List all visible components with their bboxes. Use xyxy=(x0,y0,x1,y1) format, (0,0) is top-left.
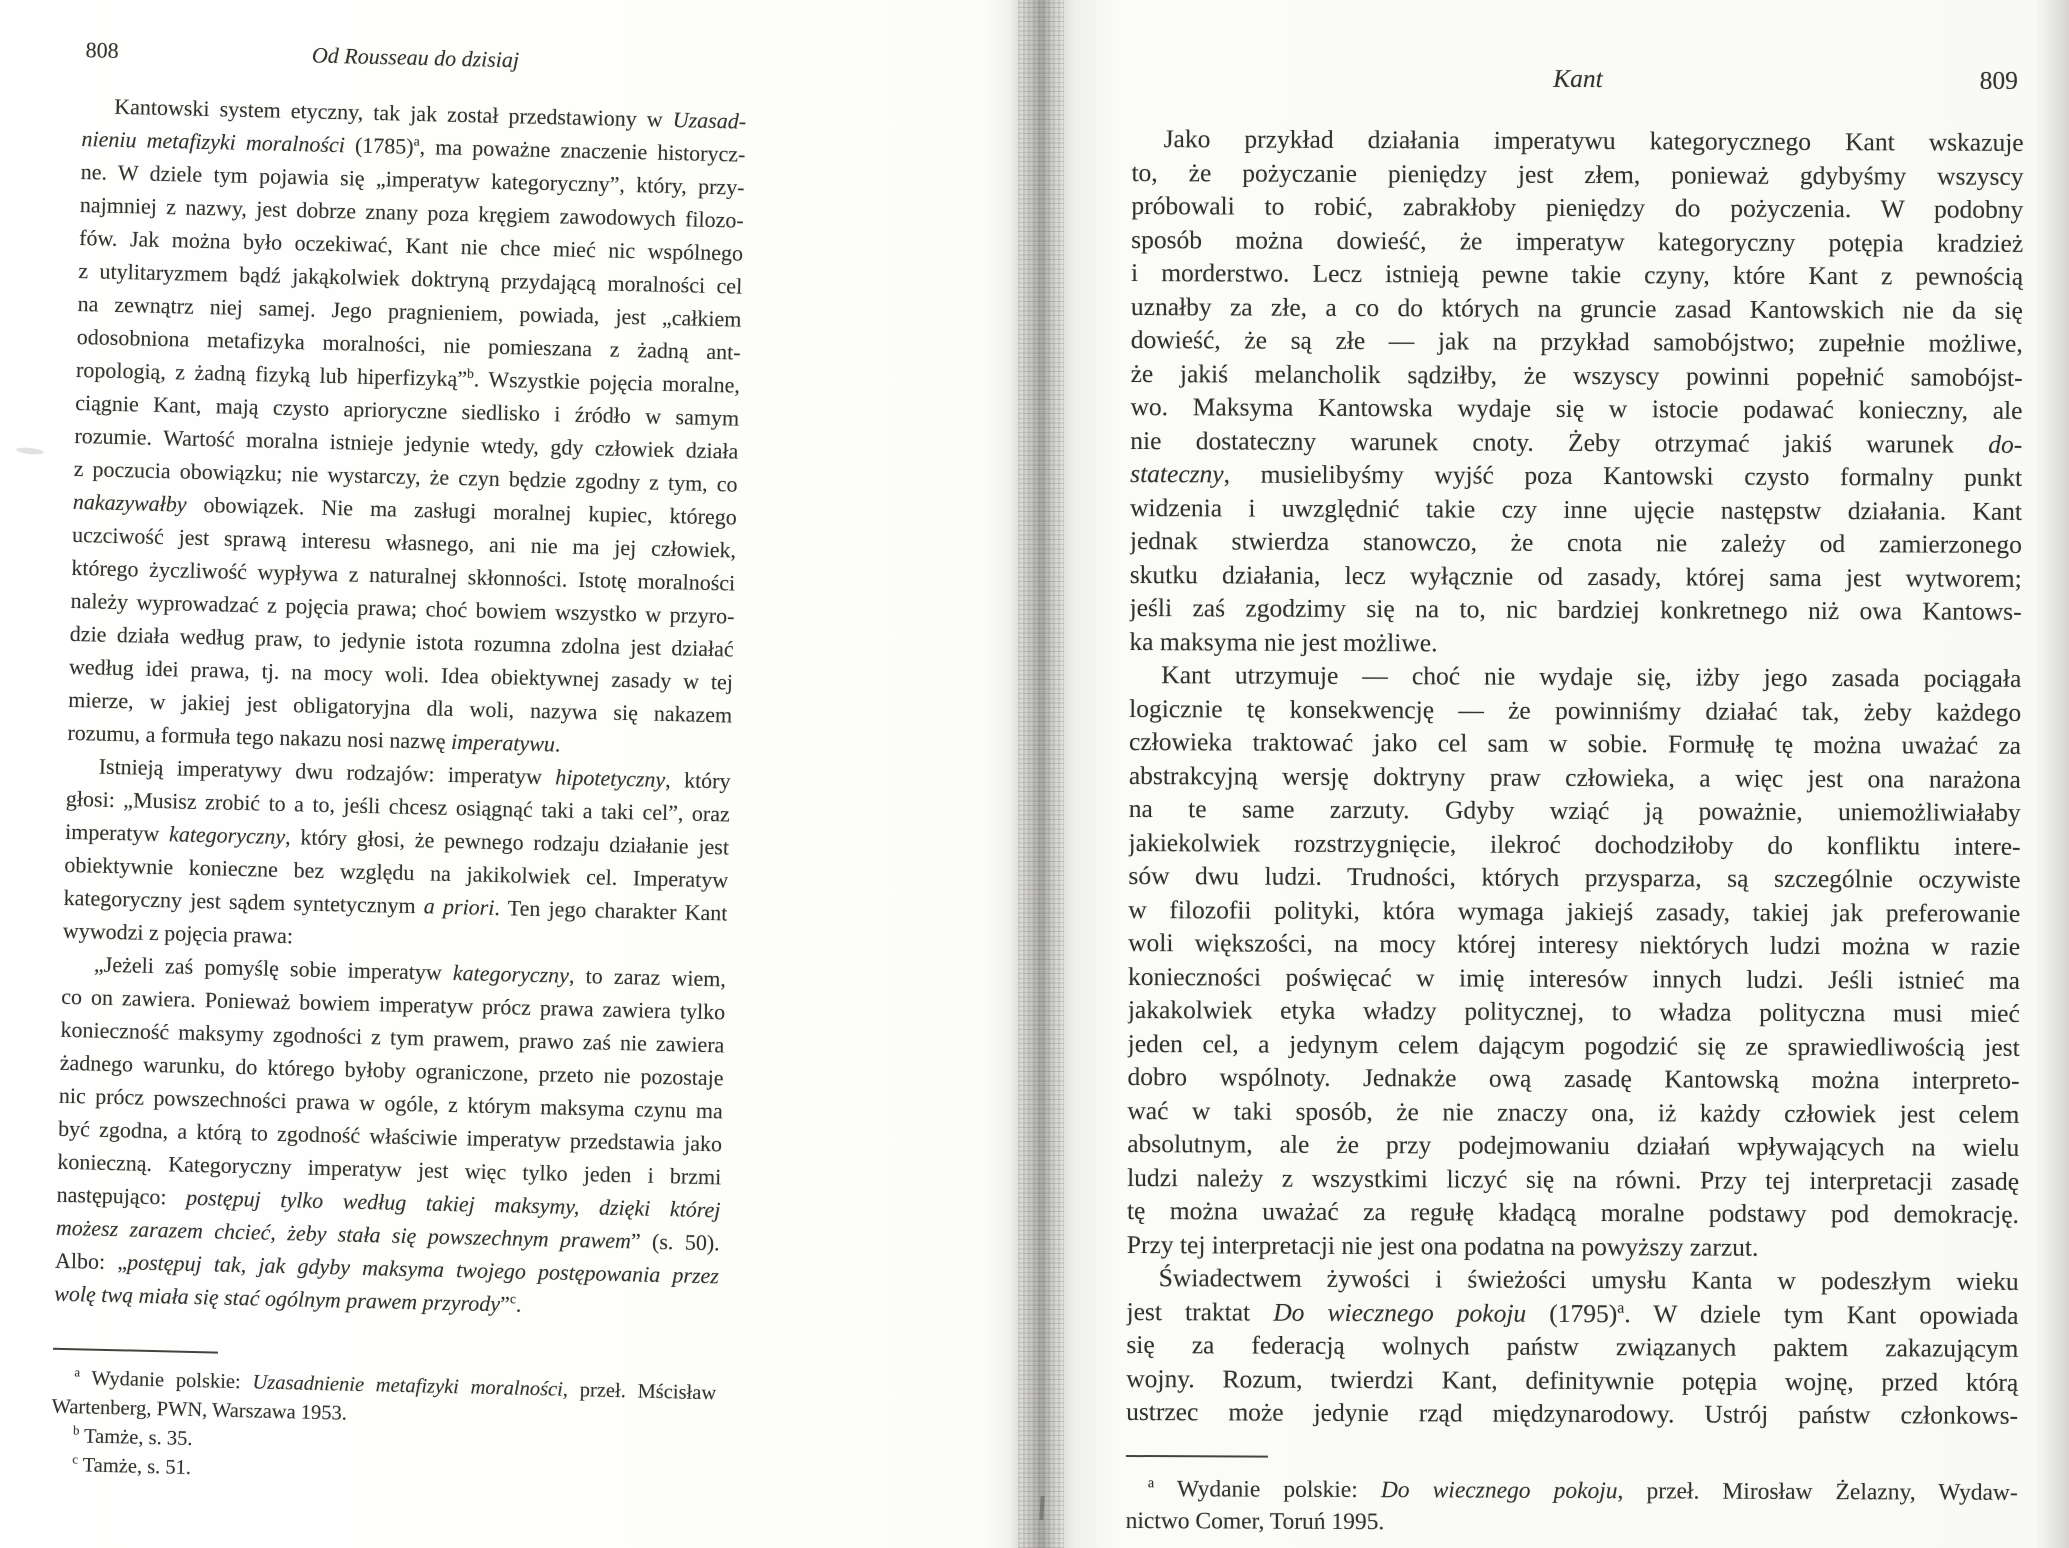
text-line: żadnego warunku, do którego byłoby ograniczone, przeto nie pozostaje xyxy=(59,1049,724,1091)
text-line: wojny. Rozum, twierdzi Kant, definitywnie potępia wojnę, przed którą xyxy=(1126,1363,2019,1397)
text-line: możesz zarazem chcieć, żeby stała się powszechnym prawem” (s. 50). xyxy=(55,1214,720,1256)
gutter-speckle-texture xyxy=(1018,0,1064,1548)
text-line: ne. W dziele tym pojawia się „imperatyw kategoryczny”, który, przy- xyxy=(80,159,745,200)
text-line: ludzi należy z wszystkimi liczyć się na równi. Przy tej interpretacji zasadę xyxy=(1127,1162,2020,1196)
text-line: jeden cel, a jedynym celem dającym pogodzić się ze sprawiedliwością jest xyxy=(1127,1028,2020,1062)
text-line: $^a$ Wydanie polskie: Uzasadnienie metafizyki moralności, przeł. Mścisław xyxy=(74,1365,717,1405)
right-page-header xyxy=(1132,60,2024,100)
text-line: nictwo Comer, Toruń 1995. xyxy=(1125,1507,1385,1535)
text-line: absolutnym, ale że przy podejmowaniu działań wpływających na wielu xyxy=(1127,1128,2020,1162)
text-line: ustrzec może jedynie rząd międzynarodowy. Ustrój państw członkows- xyxy=(1126,1396,2019,1430)
text-line: rozumie. Wartość moralna istnieje jedynie wtedy, gdy człowiek działa xyxy=(74,422,739,464)
text-line: człowieka traktować jako cel sam w sobie. Formułę tę można uważać za xyxy=(1128,726,2022,760)
text-line: sów dwu ludzi. Trudności, których przysparza, są szczególnie oczywiste xyxy=(1128,860,2021,894)
text-line: wywodzi z pojęcia prawa: xyxy=(62,917,294,949)
text-line: konieczności poświęcać w imię interesów innych ludzi. Jeśli istnieć ma xyxy=(1127,961,2021,995)
text-line: Świadectwem żywości i świeżości umysłu Kanta w podeszłym wieku xyxy=(1158,1263,2019,1296)
text-line: że jakiś melancholik sądziłby, że wszyscy powinni popełnić samobójst- xyxy=(1130,358,2023,392)
text-line: próbowali to robić, zabrakłoby pieniędzy do pożyczenia. W podobny xyxy=(1131,190,2024,224)
text-line: na zewnątrz niej samej. Jego pragnieniem, powiada, jest „całkiem xyxy=(77,290,742,332)
text-line: imperatyw kategoryczny, który głosi, że pewnego rodzaju działanie jest xyxy=(64,818,730,860)
text-line: ka maksyma nie jest możliwe. xyxy=(1129,626,1438,657)
text-line: konieczną. Kategoryczny imperatyw jest więc tylko jeden i brzmi xyxy=(57,1148,722,1190)
text-line: Jako przykład działania imperatywu kategorycznego Kant wskazuje xyxy=(1163,124,2024,157)
right-body xyxy=(1126,122,2024,1432)
right-footnote-separator xyxy=(1126,1454,1268,1457)
text-line: wolę twą miała się stać ogólnym prawem przyrody”$^c$. xyxy=(54,1280,522,1317)
text-line: według idei prawa, tj. na mocy woli. Idea obiektywnej zasady w tej xyxy=(68,653,734,695)
gutter-shadow xyxy=(980,0,1120,1548)
text-line: i morderstwo. Lecz istnieją pewne takie czyny, które Kant z pewnością xyxy=(1131,257,2024,291)
text-line: w filozofii polityki, która wymaga jakiejś zasady, takiej jak preferowanie xyxy=(1128,894,2021,928)
text-line: dzie działa według praw, to jedynie istota rozumna zdolna jest działać xyxy=(69,620,734,662)
text-line: na te same zarzuty. Gdyby wziąć ją poważnie, uniemożliwiałaby xyxy=(1128,793,2021,827)
text-line: kategoryczny jest sądem syntetycznym a priori. Ten jego charakter Kant xyxy=(63,884,728,926)
text-line: jest traktat Do wiecznego pokoju $(1795)^a$. W dziele tym Kant opowiada xyxy=(1126,1296,2019,1330)
text-line: $^b$ Tamże, s. 35. xyxy=(72,1423,193,1451)
text-line: to, że pożyczanie pieniędzy jest złem, ponieważ gdybyśmy wszyscy xyxy=(1131,157,2024,191)
text-line: ropologią, z żadną fizyką lub hiperfizyką”$^b$. Wszystkie pojęcia moralne, xyxy=(75,356,741,398)
paper-smudge xyxy=(16,447,44,456)
page-number-left: 808 xyxy=(85,37,119,63)
text-line: abstrakcyjną wersję doktryny praw człowieka, a więc jest ona narażona xyxy=(1128,760,2021,794)
running-head-right: Kant xyxy=(1553,63,1603,94)
text-line: nic prócz powszechności prawa w ogóle, z którym maksyma czynu ma xyxy=(58,1082,724,1124)
right-footnotes xyxy=(1126,1472,2018,1540)
text-line: głosi: „Musisz zrobić to a to, jeśli chcesz osiągnąć taki a taki cel”, oraz xyxy=(65,785,731,827)
text-line: uczciwość jest sprawą interesu własnego, ani nie ma jej człowiek, xyxy=(71,521,737,563)
page-edge-shade xyxy=(2035,0,2069,1548)
text-line: należy wyprowadzać z pojęcia prawa; choć bowiem wszystko w przyro- xyxy=(70,587,735,629)
text-line: Istnieją imperatywy dwu rodzajów: imperatyw hipotetyczny, który xyxy=(98,753,731,794)
text-line: wo. Maksyma Kantowska wydaje się w istocie podawać konieczny, ale xyxy=(1130,391,2023,425)
text-line: obiektywnie konieczne bez względu na jakikolwiek cel. Imperatyw xyxy=(64,851,729,893)
text-line: Kant utrzymuje — choć nie wydaje się, iżby jego zasada pociągała xyxy=(1161,660,2022,693)
left-footnote-separator xyxy=(53,1348,218,1354)
text-line: mierze, w jakiej jest obligatoryjna dla woli, nazywa się nakazem xyxy=(68,686,733,728)
text-line: $^a$ Wydanie polskie: Do wiecznego pokoju, przeł. Mirosław Żelazny, Wydaw- xyxy=(1147,1474,2018,1506)
right-page xyxy=(1126,60,2024,1540)
text-line: dobro wspólnoty. Jednakże ową zasadę Kantowską można interpreto- xyxy=(1127,1061,2020,1095)
text-line: się za federacją wolnych państw związanych paktem zakazującym xyxy=(1126,1329,2019,1363)
text-line: „Jeżeli zaś pomyślę sobie imperatyw kategoryczny, to zaraz wiem, xyxy=(93,951,727,992)
text-line: jeśli zaś zgodzimy się na to, nic bardziej konkretnego niż owa Kantows- xyxy=(1129,592,2022,626)
text-line: jakakolwiek etyka władzy politycznej, to władza polityczna musi mieć xyxy=(1127,994,2020,1028)
text-line: wać w taki sposób, że nie znaczy ona, iż każdy człowiek jest celem xyxy=(1127,1095,2020,1129)
text-line: uznałby za złe, a co do których na gruncie zasad Kantowskich nie da się xyxy=(1130,291,2023,325)
left-page-header xyxy=(83,33,748,85)
text-line: Kantowski system etyczny, tak jak został przedstawiony w Uzasad- xyxy=(113,93,747,134)
text-line: jakiekolwiek rozstrzygnięcie, ilekroć dochodziłoby do konfliktu intere- xyxy=(1128,827,2021,861)
text-line: woli większości, na mocy której interesy niektórych ludzi można w razie xyxy=(1128,927,2021,961)
left-page xyxy=(50,33,748,1495)
text-line: tę można uważać za regułę kładącą moralne podstawy pod demokrację. xyxy=(1126,1195,2020,1229)
text-line: Wartenberg, PWN, Warszawa 1953. xyxy=(51,1395,348,1425)
text-line: nakazywałby obowiązek. Nie ma zasługi moralnej kupiec, którego xyxy=(72,488,738,530)
text-line: dowieść, że są złe — jak na przykład samobójstwo; zupełnie możliwe, xyxy=(1130,324,2023,358)
text-line: fów. Jak można było oczekiwać, Kant nie chce mieć nic wspólnego xyxy=(78,225,744,266)
text-line: skutku działania, lecz wyłącznie od zasady, której sama jest wytworem; xyxy=(1129,559,2022,593)
text-line: widzenia i uwzględnić takie czy inne ujęcie następstw działania. Kant xyxy=(1129,492,2023,526)
text-line: jednak stwierdza stanowczo, że cnota nie zależy od zamierzonego xyxy=(1129,525,2022,559)
text-line: być zgodna, a którą to zgodność właściwie imperatyw przedstawia jako xyxy=(57,1115,723,1157)
text-line: nie dostateczny warunek cnoty. Żeby otrzymać jakiś warunek do- xyxy=(1130,425,2023,459)
text-line: z utylitaryzmem bądź jakąkolwiek doktryną przydającą moralności cel xyxy=(78,257,743,299)
text-line: $^c$ Tamże, s. 51. xyxy=(72,1452,192,1479)
left-footnotes xyxy=(50,1364,717,1496)
text-line: najmniej z nazwy, jest dobrze znany poza kręgiem zawodowych filozo- xyxy=(79,192,745,233)
text-line: którego życzliwość wypływa z naturalnej skłonności. Istotę moralności xyxy=(71,554,736,596)
text-line: nieniu metafizyki moralności $(1785)^a$, ma poważne znaczenie historycz- xyxy=(81,126,746,167)
page-number-right: 809 xyxy=(1979,65,2018,95)
text-line: odosobniona metafizyka moralności, nie pomieszana z żadną ant- xyxy=(76,323,741,365)
text-line: sposób można dowieść, że imperatyw kategoryczny potępia kradzież xyxy=(1131,224,2024,258)
text-line: z poczucia obowiązku; nie wystarczy, że czyn będzie zgodny z tym, co xyxy=(73,455,738,497)
text-line: konieczność maksymy zgodności z tym prawem, prawo zaś nie zawiera xyxy=(60,1016,725,1058)
left-body xyxy=(54,89,747,1325)
text-line: logicznie tę konsekwencję — że powinniśmy działać tak, żeby każdego xyxy=(1129,693,2022,727)
text-line: rozumu, a formuła tego nakazu nosi nazwę imperatywu. xyxy=(67,719,561,757)
text-line: stateczny, musielibyśmy wyjść poza Kantowski czysto formalny punkt xyxy=(1130,458,2023,492)
running-head-left: Od Rousseau do dzisiaj xyxy=(311,42,520,73)
text-line: ciągnie Kant, mają czysto aprioryczne siedlisko i źródło w samym xyxy=(75,389,740,431)
text-line: Przy tej interpretacji nie jest ona podatna na powyższy zarzut. xyxy=(1126,1229,1759,1262)
text-line: Albo: „postępuj tak, jak gdyby maksyma twojego postępowania przez xyxy=(54,1247,720,1289)
gutter-ink-mark xyxy=(1039,1496,1044,1520)
text-line: następująco: postępuj tylko według takiej maksymy, dzięki której xyxy=(56,1181,721,1223)
text-line: co on zawiera. Ponieważ bowiem imperatyw prócz prawa zawiera tylko xyxy=(61,983,726,1025)
